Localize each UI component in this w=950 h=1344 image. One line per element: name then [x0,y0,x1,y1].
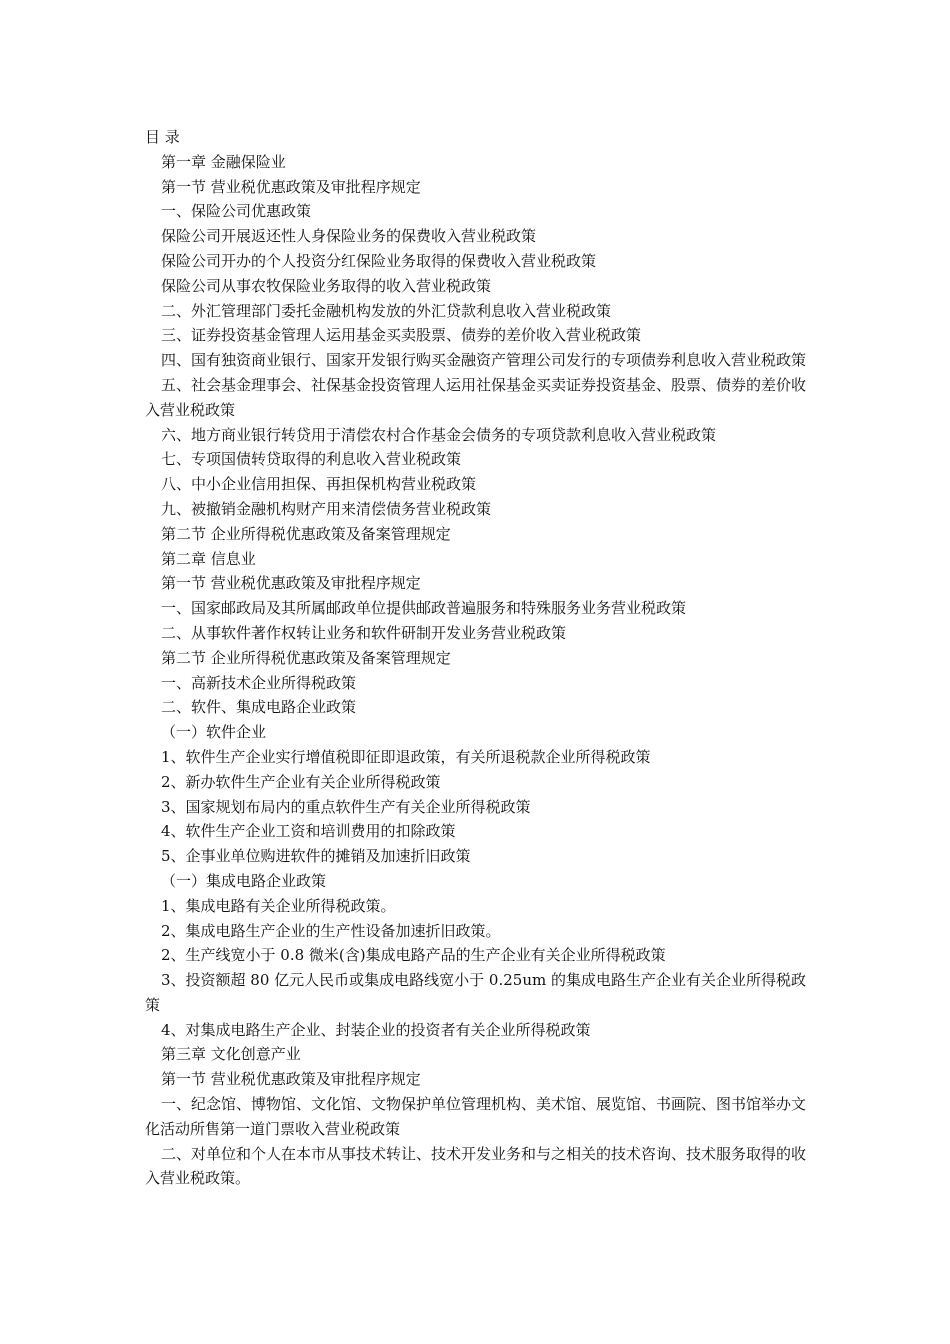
toc-line: 5、企事业单位购进软件的摊销及加速折旧政策 [161,847,471,866]
toc-line: 保险公司从事农牧保险业务取得的收入营业税政策 [161,276,492,295]
toc-line: 3、国家规划布局内的重点软件生产有关企业所得税政策 [161,797,531,816]
toc-line: 保险公司开展返还性人身保险业务的保费收入营业税政策 [161,227,537,246]
toc-line: 2、集成电路生产企业的生产性设备加速折旧政策。 [161,921,501,940]
toc-line: 第二章 信息业 [161,549,256,568]
toc-line: 六、地方商业银行转贷用于清偿农村合作基金会债务的专项贷款利息收入营业税政策 [161,425,717,444]
toc-line: 2、新办软件生产企业有关企业所得税政策 [161,772,441,791]
toc-line: （一）软件企业 [161,723,267,742]
toc-line: 1、软件生产企业实行增值税即征即退政策，有关所退税款企业所得税政策 [161,747,651,766]
toc-line: 一、保险公司优惠政策 [161,202,312,221]
toc-line: 一、高新技术企业所得税政策 [161,673,357,692]
toc-line: 第一章 金融保险业 [161,152,286,171]
toc-line: 第二节 企业所得税优惠政策及备案管理规定 [161,524,451,543]
toc-line: 4、对集成电路生产企业、封装企业的投资者有关企业所得税政策 [161,1020,591,1039]
toc-line: 保险公司开办的个人投资分红保险业务取得的保费收入营业税政策 [161,251,597,270]
toc-line: 2、生产线宽小于 0.8 微米(含)集成电路产品的生产企业有关企业所得税政策 [161,946,666,965]
toc-title: 目 录 [145,128,180,146]
toc-line: （一）集成电路企业政策 [161,871,327,890]
toc-line: 二、软件、集成电路企业政策 [161,698,357,717]
toc-line: 一、国家邮政局及其所属邮政单位提供邮政普遍服务和特殊服务业务营业税政策 [161,599,687,618]
toc-line: 八、中小企业信用担保、再担保机构营业税政策 [161,475,477,494]
toc-line: 七、专项国债转贷取得的利息收入营业税政策 [161,450,462,469]
toc-line: 第一节 营业税优惠政策及审批程序规定 [161,177,421,196]
toc-line: 三、证券投资基金管理人运用基金买卖股票、债券的差价收入营业税政策 [161,326,642,345]
toc-line: 第三章 文化创意产业 [161,1045,301,1064]
toc-line: 五、社会基金理事会、社保基金投资管理人运用社保基金买卖证券投资基金、股票、债券的差价收入营业税政策 [145,375,807,419]
toc-line: 一、纪念馆、博物馆、文化馆、文物保护单位管理机构、美术馆、展览馆、书画院、图书馆举办文化活动所售第一道门票收入营业税政策 [145,1095,807,1138]
toc-line: 第一节 营业税优惠政策及审批程序规定 [161,574,421,593]
document-page [145,125,809,1191]
toc-line: 二、从事软件著作权转让业务和软件研制开发业务营业税政策 [161,623,567,642]
toc-line: 九、被撤销金融机构财产用来清偿债务营业税政策 [161,499,492,518]
toc-line: 4、软件生产企业工资和培训费用的扣除政策 [161,822,456,841]
toc-line: 二、外汇管理部门委托金融机构发放的外汇贷款利息收入营业税政策 [161,301,612,320]
toc-line: 第二节 企业所得税优惠政策及备案管理规定 [161,648,451,667]
toc-line: 1、集成电路有关企业所得税政策。 [161,896,396,915]
toc-line: 第一节 营业税优惠政策及审批程序规定 [161,1070,421,1089]
toc-line: 3、投资额超 80 亿元人民币或集成电路线宽小于 0.25um 的集成电路生产企业有关企业所得税政策 [145,971,806,1014]
toc-line: 四、国有独资商业银行、国家开发银行购买金融资产管理公司发行的专项债券利息收入营业税政策 [161,351,807,370]
toc-line: 二、对单位和个人在本市从事技术转让、技术开发业务和与之相关的技术咨询、技术服务取得的收入营业税政策。 [145,1144,807,1188]
